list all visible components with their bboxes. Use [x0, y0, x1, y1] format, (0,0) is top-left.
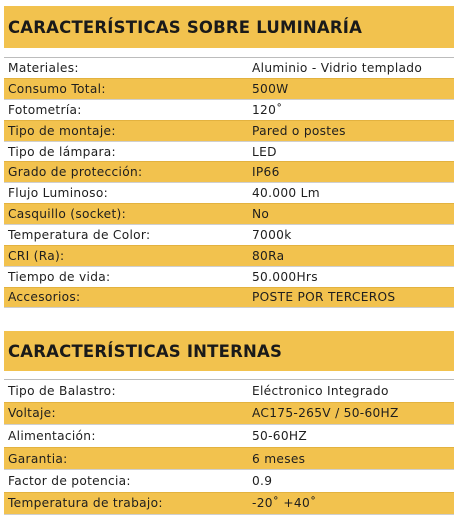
table-row: [4, 224, 454, 245]
table-row: [4, 447, 454, 470]
spec-value: LED: [252, 144, 277, 159]
spec-value: AC175-265V / 50-60HZ: [252, 406, 399, 421]
spec-value: No: [252, 207, 270, 222]
spec-value: Aluminio - Vidrio templado: [252, 60, 423, 75]
table-row: [4, 78, 454, 99]
spec-value: 120˚: [252, 102, 283, 117]
table-row: [4, 245, 454, 266]
table-row: [4, 492, 454, 515]
table-row: [4, 379, 454, 402]
spec-value: 50-60HZ: [252, 428, 308, 443]
spec-label: Flujo Luminoso:: [8, 186, 108, 201]
table-row: [4, 287, 454, 308]
spec-label: Factor de potencia:: [8, 474, 131, 489]
spec-label: CRI (Ra):: [8, 248, 65, 263]
spec-label: Consumo Total:: [8, 81, 106, 96]
spec-label: Fotometría:: [8, 102, 82, 117]
section-header-luminaria: [4, 6, 454, 48]
spec-value: Eléctronico Integrado: [252, 383, 389, 398]
spec-label: Voltaje:: [8, 406, 56, 421]
spec-value: 80Ra: [252, 248, 285, 263]
section-title-internas: CARACTERÍSTICAS INTERNAS: [8, 341, 283, 361]
spec-value: 500W: [252, 81, 289, 96]
spec-label: Tipo de montaje:: [8, 123, 116, 138]
spec-table-internas: [4, 379, 454, 515]
spec-label: Temperatura de Color:: [8, 228, 151, 243]
spec-value: 0.9: [252, 474, 273, 489]
spec-value: 7000k: [252, 228, 292, 243]
table-row: [4, 120, 454, 141]
spec-label: Tipo de lámpara:: [8, 144, 116, 159]
spec-value: 50.000Hrs: [252, 269, 318, 284]
spec-label: Casquillo (socket):: [8, 207, 126, 222]
spec-label: Tiempo de vida:: [8, 269, 111, 284]
table-row: [4, 182, 454, 203]
spec-label: Grado de protección:: [8, 165, 143, 180]
table-row: [4, 203, 454, 224]
spec-label: Temperatura de trabajo:: [8, 496, 163, 511]
spec-value: Pared o postes: [252, 123, 346, 138]
spec-label: Materiales:: [8, 60, 79, 75]
spec-label: Alimentación:: [8, 428, 96, 443]
spec-table-luminaria: [4, 57, 454, 308]
table-row: [4, 99, 454, 120]
spec-label: Garantia:: [8, 451, 68, 466]
spec-value: IP66: [252, 165, 280, 180]
spec-label: Accesorios:: [8, 290, 81, 305]
spec-value: -20˚ +40˚: [252, 496, 317, 511]
section-title-luminaria: CARACTERÍSTICAS SOBRE LUMINARÍA: [8, 17, 363, 37]
table-row: [4, 402, 454, 425]
spec-value: POSTE POR TERCEROS: [252, 290, 396, 305]
table-row: [4, 266, 454, 287]
spec-value: 6 meses: [252, 451, 306, 466]
section-header-internas: [4, 331, 454, 371]
table-row: [4, 141, 454, 162]
spec-label: Tipo de Balastro:: [8, 383, 116, 398]
spec-value: 40.000 Lm: [252, 186, 320, 201]
table-row: [4, 424, 454, 447]
table-row: [4, 469, 454, 492]
table-row: [4, 161, 454, 182]
table-row: [4, 57, 454, 78]
